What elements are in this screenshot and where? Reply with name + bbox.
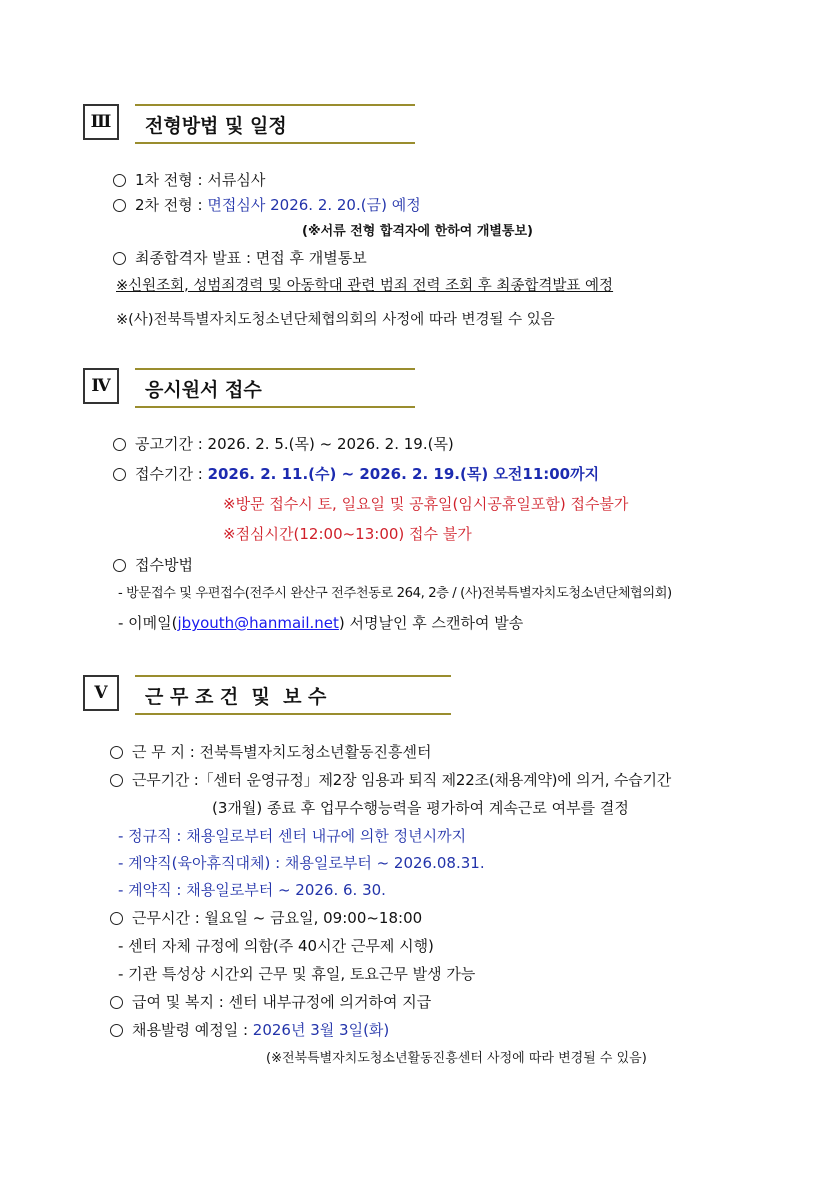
circle-bullet-icon <box>110 996 123 1009</box>
section-5-title: 근 무 조 건 및 보 수 <box>135 675 451 715</box>
s5-line-1: 근 무 지 : 전북특별자치도청소년활동진흥센터 <box>110 742 431 762</box>
s5-line-11: 채용발령 예정일 : 2026년 3월 3일(화) <box>110 1020 389 1040</box>
circle-bullet-icon <box>110 746 123 759</box>
s3-line-3: (※서류 전형 합격자에 한하여 개별통보) <box>302 224 533 239</box>
circle-bullet-icon <box>113 559 126 572</box>
s5-line-10: 급여 및 복지 : 센터 내부규정에 의거하여 지급 <box>110 992 431 1012</box>
s5-line-2: 근무기간 :「센터 운영규정」제2장 임용과 퇴직 제22조(채용계약)에 의거, 수습기간 <box>110 770 671 790</box>
email-link[interactable]: jbyouth@hanmail.net <box>177 614 339 632</box>
s3-line-6: ※(사)전북특별자치도청소년단체협의회의 사정에 따라 변경될 수 있음 <box>116 312 555 328</box>
s5-line-12: (※전북특별자치도청소년활동진흥센터 사정에 따라 변경될 수 있음) <box>266 1051 647 1066</box>
section-4-title: 응시원서 접수 <box>135 368 415 408</box>
circle-bullet-icon <box>113 252 126 265</box>
s5-line-7: 근무시간 : 월요일 ~ 금요일, 09:00~18:00 <box>110 908 422 928</box>
s3-line-4: 최종합격자 발표 : 면접 후 개별통보 <box>113 248 367 268</box>
circle-bullet-icon <box>113 174 126 187</box>
s5-line-4: - 정규직 : 채용일로부터 센터 내규에 의한 정년시까지 <box>118 827 467 845</box>
s3-line-5: ※신원조회, 성범죄경력 및 아동학대 관련 범죄 전력 조회 후 최종합격발표 예정 <box>116 278 614 294</box>
s5-line-6: - 계약직 : 채용일로부터 ~ 2026. 6. 30. <box>118 881 386 899</box>
s3-line-2: 2차 전형 : 면접심사 2026. 2. 20.(금) 예정 <box>113 195 421 215</box>
circle-bullet-icon <box>110 1024 123 1037</box>
section-4-number: Ⅳ <box>83 368 119 404</box>
circle-bullet-icon <box>113 438 126 451</box>
s4-line-1: 공고기간 : 2026. 2. 5.(목) ~ 2026. 2. 19.(목) <box>113 434 454 454</box>
s5-line-9: - 기관 특성상 시간외 근무 및 휴일, 토요근무 발생 가능 <box>118 965 476 983</box>
s4-line-3: ※방문 접수시 토, 일요일 및 공휴일(임시공휴일포함) 접수불가 <box>223 495 629 513</box>
section-3-number: Ⅲ <box>83 104 119 140</box>
s5-line-8: - 센터 자체 규정에 의함(주 40시간 근무제 시행) <box>118 937 434 955</box>
s5-line-5: - 계약직(육아휴직대체) : 채용일로부터 ~ 2026.08.31. <box>118 854 485 872</box>
s5-line-3: (3개월) 종료 후 업무수행능력을 평가하여 계속근로 여부를 결정 <box>212 799 629 817</box>
s4-line-2: 접수기간 : 2026. 2. 11.(수) ~ 2026. 2. 19.(목) 오전11:00까지 <box>113 464 599 484</box>
circle-bullet-icon <box>110 912 123 925</box>
circle-bullet-icon <box>110 774 123 787</box>
s4-line-5: 접수방법 <box>113 555 193 575</box>
s4-line-4: ※점심시간(12:00~13:00) 접수 불가 <box>223 525 472 543</box>
s4-line-7: - 이메일(jbyouth@hanmail.net) 서명날인 후 스캔하여 발송 <box>118 614 524 632</box>
circle-bullet-icon <box>113 199 126 212</box>
circle-bullet-icon <box>113 468 126 481</box>
section-5-number: Ⅴ <box>83 675 119 711</box>
s3-line-1: 1차 전형 : 서류심사 <box>113 170 265 190</box>
section-3-title: 전형방법 및 일정 <box>135 104 415 144</box>
s4-line-6: - 방문접수 및 우편접수(전주시 완산구 전주천동로 264, 2층 / (사)전북특별자치도청소년단체협의회) <box>118 586 672 601</box>
